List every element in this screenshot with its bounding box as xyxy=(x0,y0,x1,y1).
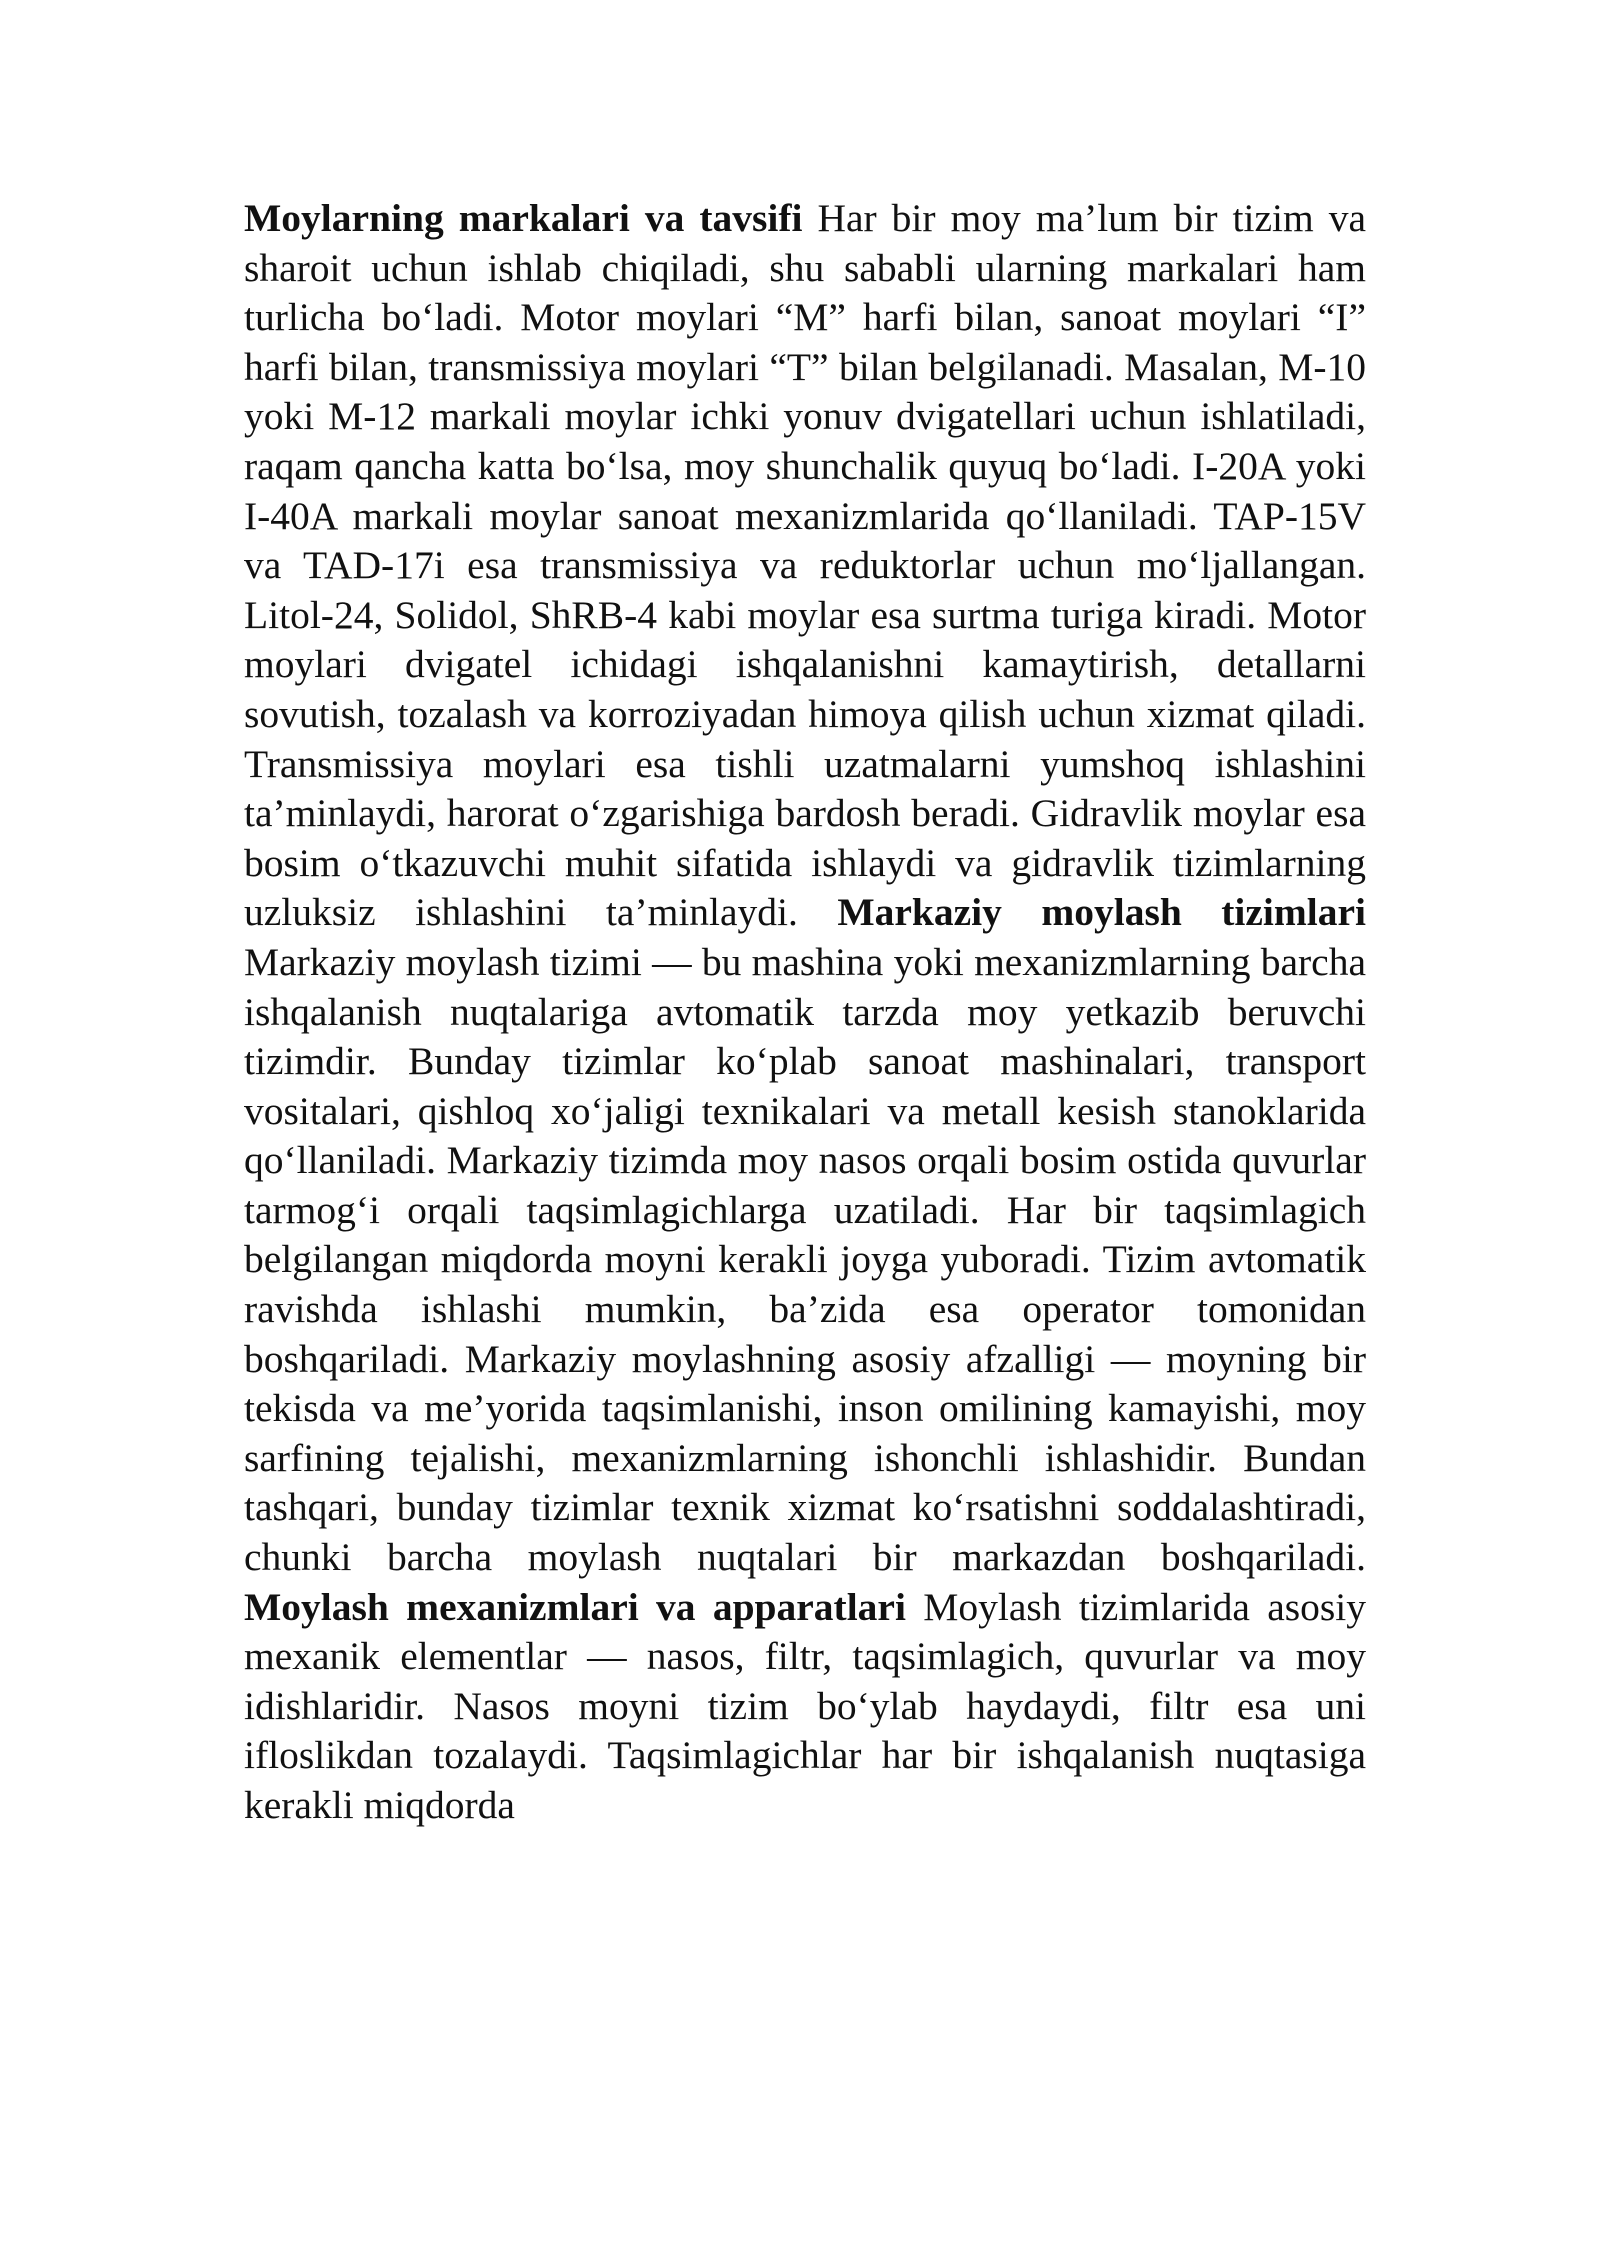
section-heading-lubrication-mechanisms: Moylash mexanizmlari va apparatlari xyxy=(244,1584,906,1629)
body-text-central-lubrication: Markaziy moylash tizimi — bu mashina yoki mexanizmlarning barcha ishqalanish nuqtalariga avtomatik tarzda moy yetkazib beruvchi tizimdir. Bunday tizimlar ko‘plab sanoat mashinalari, transport vositalari, qishloq xo‘jaligi texnikalari va metall kesish stanoklarida qo‘llaniladi. Markaziy tizimda moy nasos orqali bosim ostida quvurlar tarmog‘i orqali taqsimlagichlarga uzatiladi. Har bir taqsimlagich belgilangan miqdorda moyni kerakli joyga yuboradi. Tizim avtomatik ravishda ishlashi mumkin, ba’zida esa operator tomonidan boshqariladi. Markaziy moylashning asosiy afzalligi — moyning bir tekisda va me’yorida taqsimlanishi, inson omilining kamayishi, moy sarfining tejalishi, mexanizmlarning ishonchli ishlashidir. Bundan tashqari, bunday tizimlar texnik xizmat ko‘rsatishni soddalashtiradi, chunki barcha moylash nuqtalari bir markazdan boshqariladi. xyxy=(244,939,1366,1580)
section-heading-oil-grades: Moylarning markalari va tavsifi xyxy=(244,196,803,240)
body-paragraph xyxy=(244,194,1366,1831)
body-text-oil-grades: Har bir moy ma’lum bir tizim va sharoit uchun ishlab chiqiladi, shu sababli ularning markalari ham turlicha bo‘ladi. Motor moylari “M” harfi bilan, sanoat moylari “I” harfi bilan, transmissiya moylari “T” bilan belgilanadi. Masalan, M-10 yoki M-12 markali moylar ichki yonuv dvigatellari uchun ishlatiladi, raqam qancha katta bo‘lsa, moy shunchalik quyuq bo‘ladi. I-20A yoki I-40A markali moylar sanoat mexanizmlarida qo‘llaniladi. TAP-15V va TAD-17i esa transmissiya va reduktorlar uchun mo‘ljallangan. Litol-24, Solidol, ShRB-4 kabi moylar esa surtma turiga kiradi. Motor moylari dvigatel ichidagi ishqalanishni kamaytirish, detallarni sovutish, tozalash va korroziyadan himoya qilish uchun xizmat qiladi. Transmissiya moylari esa tishli uzatmalarni yumshoq ishlashini ta’minlaydi, harorat o‘zgarishiga bardosh beradi. Gidravlik moylar esa bosim o‘tkazuvchi muhit sifatida ishlaydi va gidravlik tizimlarning uzluksiz ishlashini ta’minlaydi. xyxy=(244,196,1366,935)
document-page xyxy=(244,194,1366,1831)
body-text-lubrication-mechanisms: Moylash tizimlarida asosiy mexanik elementlar — nasos, filtr, taqsimlagich, quvurlar va moy idishlaridir. Nasos moyni tizim bo‘ylab haydaydi, filtr esa uni ifloslikdan tozalaydi. Taqsimlagichlar har bir ishqalanish nuqtasiga kerakli miqdorda xyxy=(244,1584,1366,1827)
section-heading-central-lubrication: Markaziy moylash tizimlari xyxy=(837,890,1366,935)
